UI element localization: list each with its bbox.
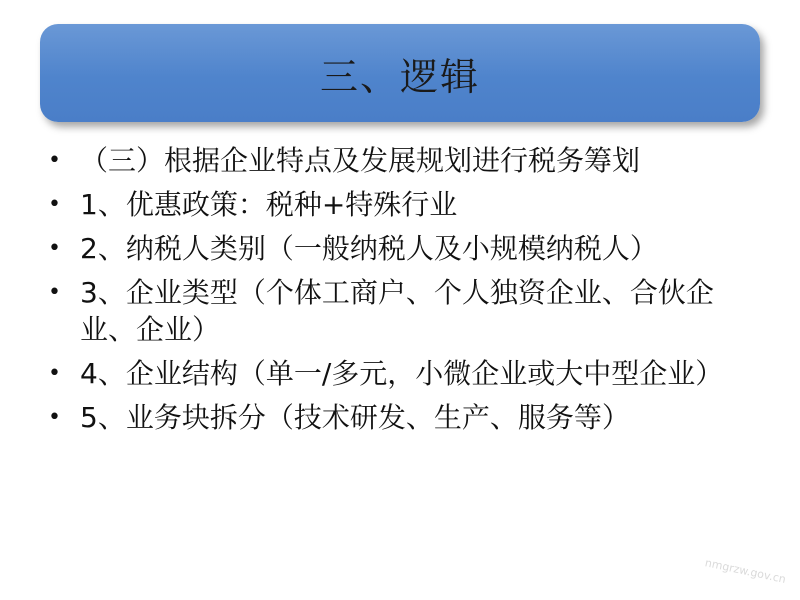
bullet-dot-icon: •	[48, 192, 61, 217]
bullet-dot-icon: •	[48, 405, 61, 430]
watermark: nmgrzw.gov.cn	[703, 556, 787, 586]
bullet-list	[44, 142, 764, 443]
bullet-dot-icon: •	[48, 280, 61, 305]
bullet-text: 4、企业结构（单一/多元，小微企业或大中型企业）	[80, 357, 724, 390]
bullet-text: 5、业务块拆分（技术研发、生产、服务等）	[80, 401, 630, 434]
bullet-dot-icon: •	[48, 148, 61, 173]
bullet-text: 1、优惠政策：税种+特殊行业	[80, 188, 458, 221]
bullet-dot-icon: •	[48, 236, 61, 261]
bullet-item	[44, 142, 764, 179]
slide-title: 三、逻辑	[319, 54, 480, 99]
bullet-item	[44, 399, 764, 436]
bullet-item	[44, 230, 764, 267]
bullet-item	[44, 355, 764, 392]
slide-title-banner	[40, 24, 760, 122]
bullet-text: （三）根据企业特点及发展规划进行税务筹划	[80, 144, 641, 177]
bullet-item	[44, 274, 764, 348]
bullet-text: 3、企业类型（个体工商户、个人独资企业、合伙企业、企业）	[80, 276, 714, 346]
bullet-text: 2、纳税人类别（一般纳税人及小规模纳税人）	[80, 232, 658, 265]
bullet-item	[44, 186, 764, 223]
bullet-dot-icon: •	[48, 361, 61, 386]
